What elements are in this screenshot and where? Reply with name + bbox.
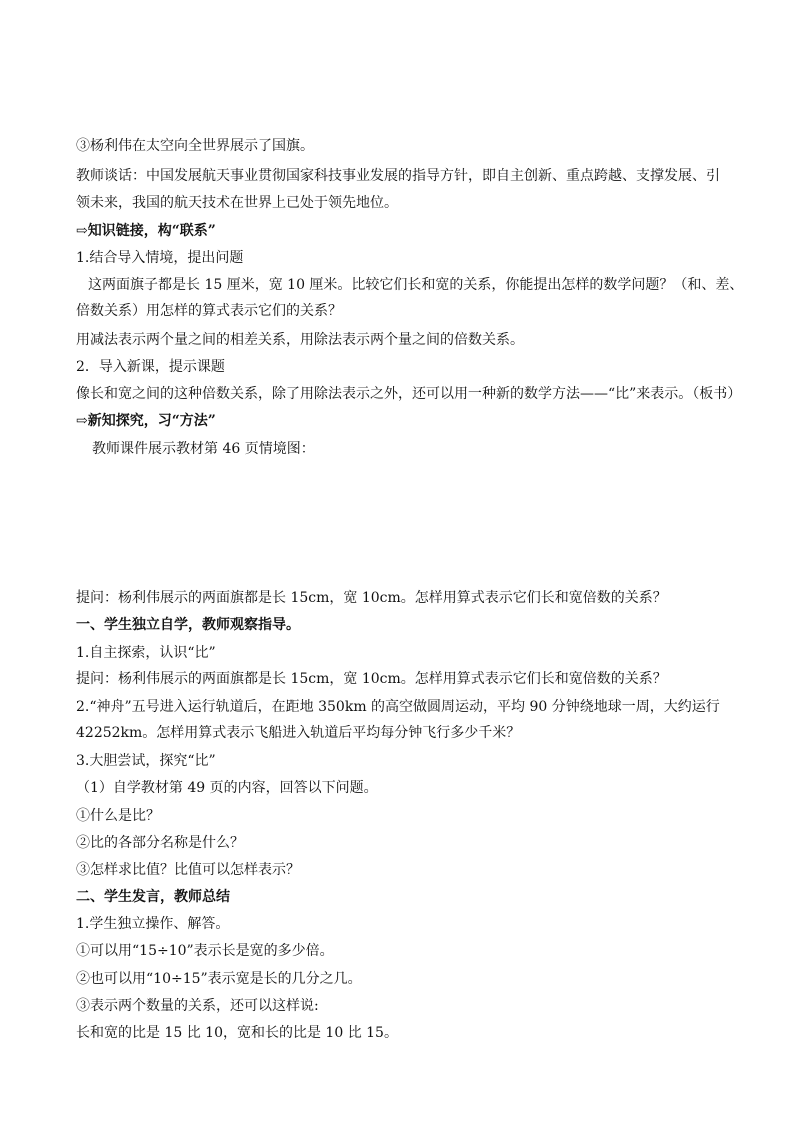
text-line: 提问：杨利伟展示的两面旗都是长 15cm，宽 10cm。怎样用算式表示它们长和宽倍数的关系？ [76,671,667,687]
text-line: 2.“神舟”五号进入运行轨道后，在距地 350km 的高空做圆周运动，平均 90 分钟绕地球一周，大约运行 [76,699,720,715]
text-line: 1.自主探索，认识“比” [76,645,216,661]
text-line: 像长和宽之间的这种倍数关系，除了用除法表示之外，还可以用一种新的数学方法——“比”来表示。（板书） [76,386,742,402]
text-line: 这两面旗子都是长 15 厘米，宽 10 厘米。比较它们长和宽的关系，你能提出怎样的数学问题？（和、差、 [88,277,744,293]
text-line: ①可以用“15÷10”表示长是宽的多少倍。 [76,943,334,959]
text-line: ②比的各部分名称是什么？ [76,835,244,851]
text-line: ①什么是比？ [76,808,160,824]
section-heading: 二、学生发言，教师总结 [76,889,230,905]
text-line: 教师谈话：中国发展航天事业贯彻国家科技事业发展的指导方针，即自主创新、重点跨越、支撑发展、引 [76,168,720,184]
section-heading: ⇨新知探究，习“方法” [76,413,216,429]
text-line: 长和宽的比是 15 比 10，宽和长的比是 10 比 15。 [76,1025,398,1041]
text-line: （1）自学教材第 49 页的内容，回答以下问题。 [76,780,378,796]
text-line: 倍数关系）用怎样的算式表示它们的关系？ [76,303,342,319]
text-line: ②也可以用“10÷15”表示宽是长的几分之几。 [76,971,362,987]
text-line: 42252km。怎样用算式表示飞船进入轨道后平均每分钟飞行多少千米？ [76,725,521,741]
text-line: 提问：杨利伟展示的两面旗都是长 15cm，宽 10cm。怎样用算式表示它们长和宽倍数的关系？ [76,590,667,606]
text-line: 2．导入新课，提示课题 [76,359,225,375]
text-line: 3.大胆尝试，探究“比” [76,753,216,769]
text-line: 教师课件展示教材第 46 页情境图： [92,441,315,457]
text-line: ③怎样求比值？比值可以怎样表示？ [76,862,300,878]
text-line: 领未来，我国的航天技术在世界上已处于领先地位。 [76,195,398,211]
text-line: 1.学生独立操作、解答。 [76,916,230,932]
text-line: ③杨利伟在太空向全世界展示了国旗。 [76,138,314,154]
text-line: 用减法表示两个量之间的相差关系，用除法表示两个量之间的倍数关系。 [76,332,524,348]
text-line: ③表示两个数量的关系，还可以这样说: [76,998,319,1014]
text-line: 1.结合导入情境，提出问题 [76,250,244,266]
section-heading: 一、学生独立自学，教师观察指导。 [76,617,300,633]
section-heading: ⇨知识链接，构“联系” [76,223,216,239]
